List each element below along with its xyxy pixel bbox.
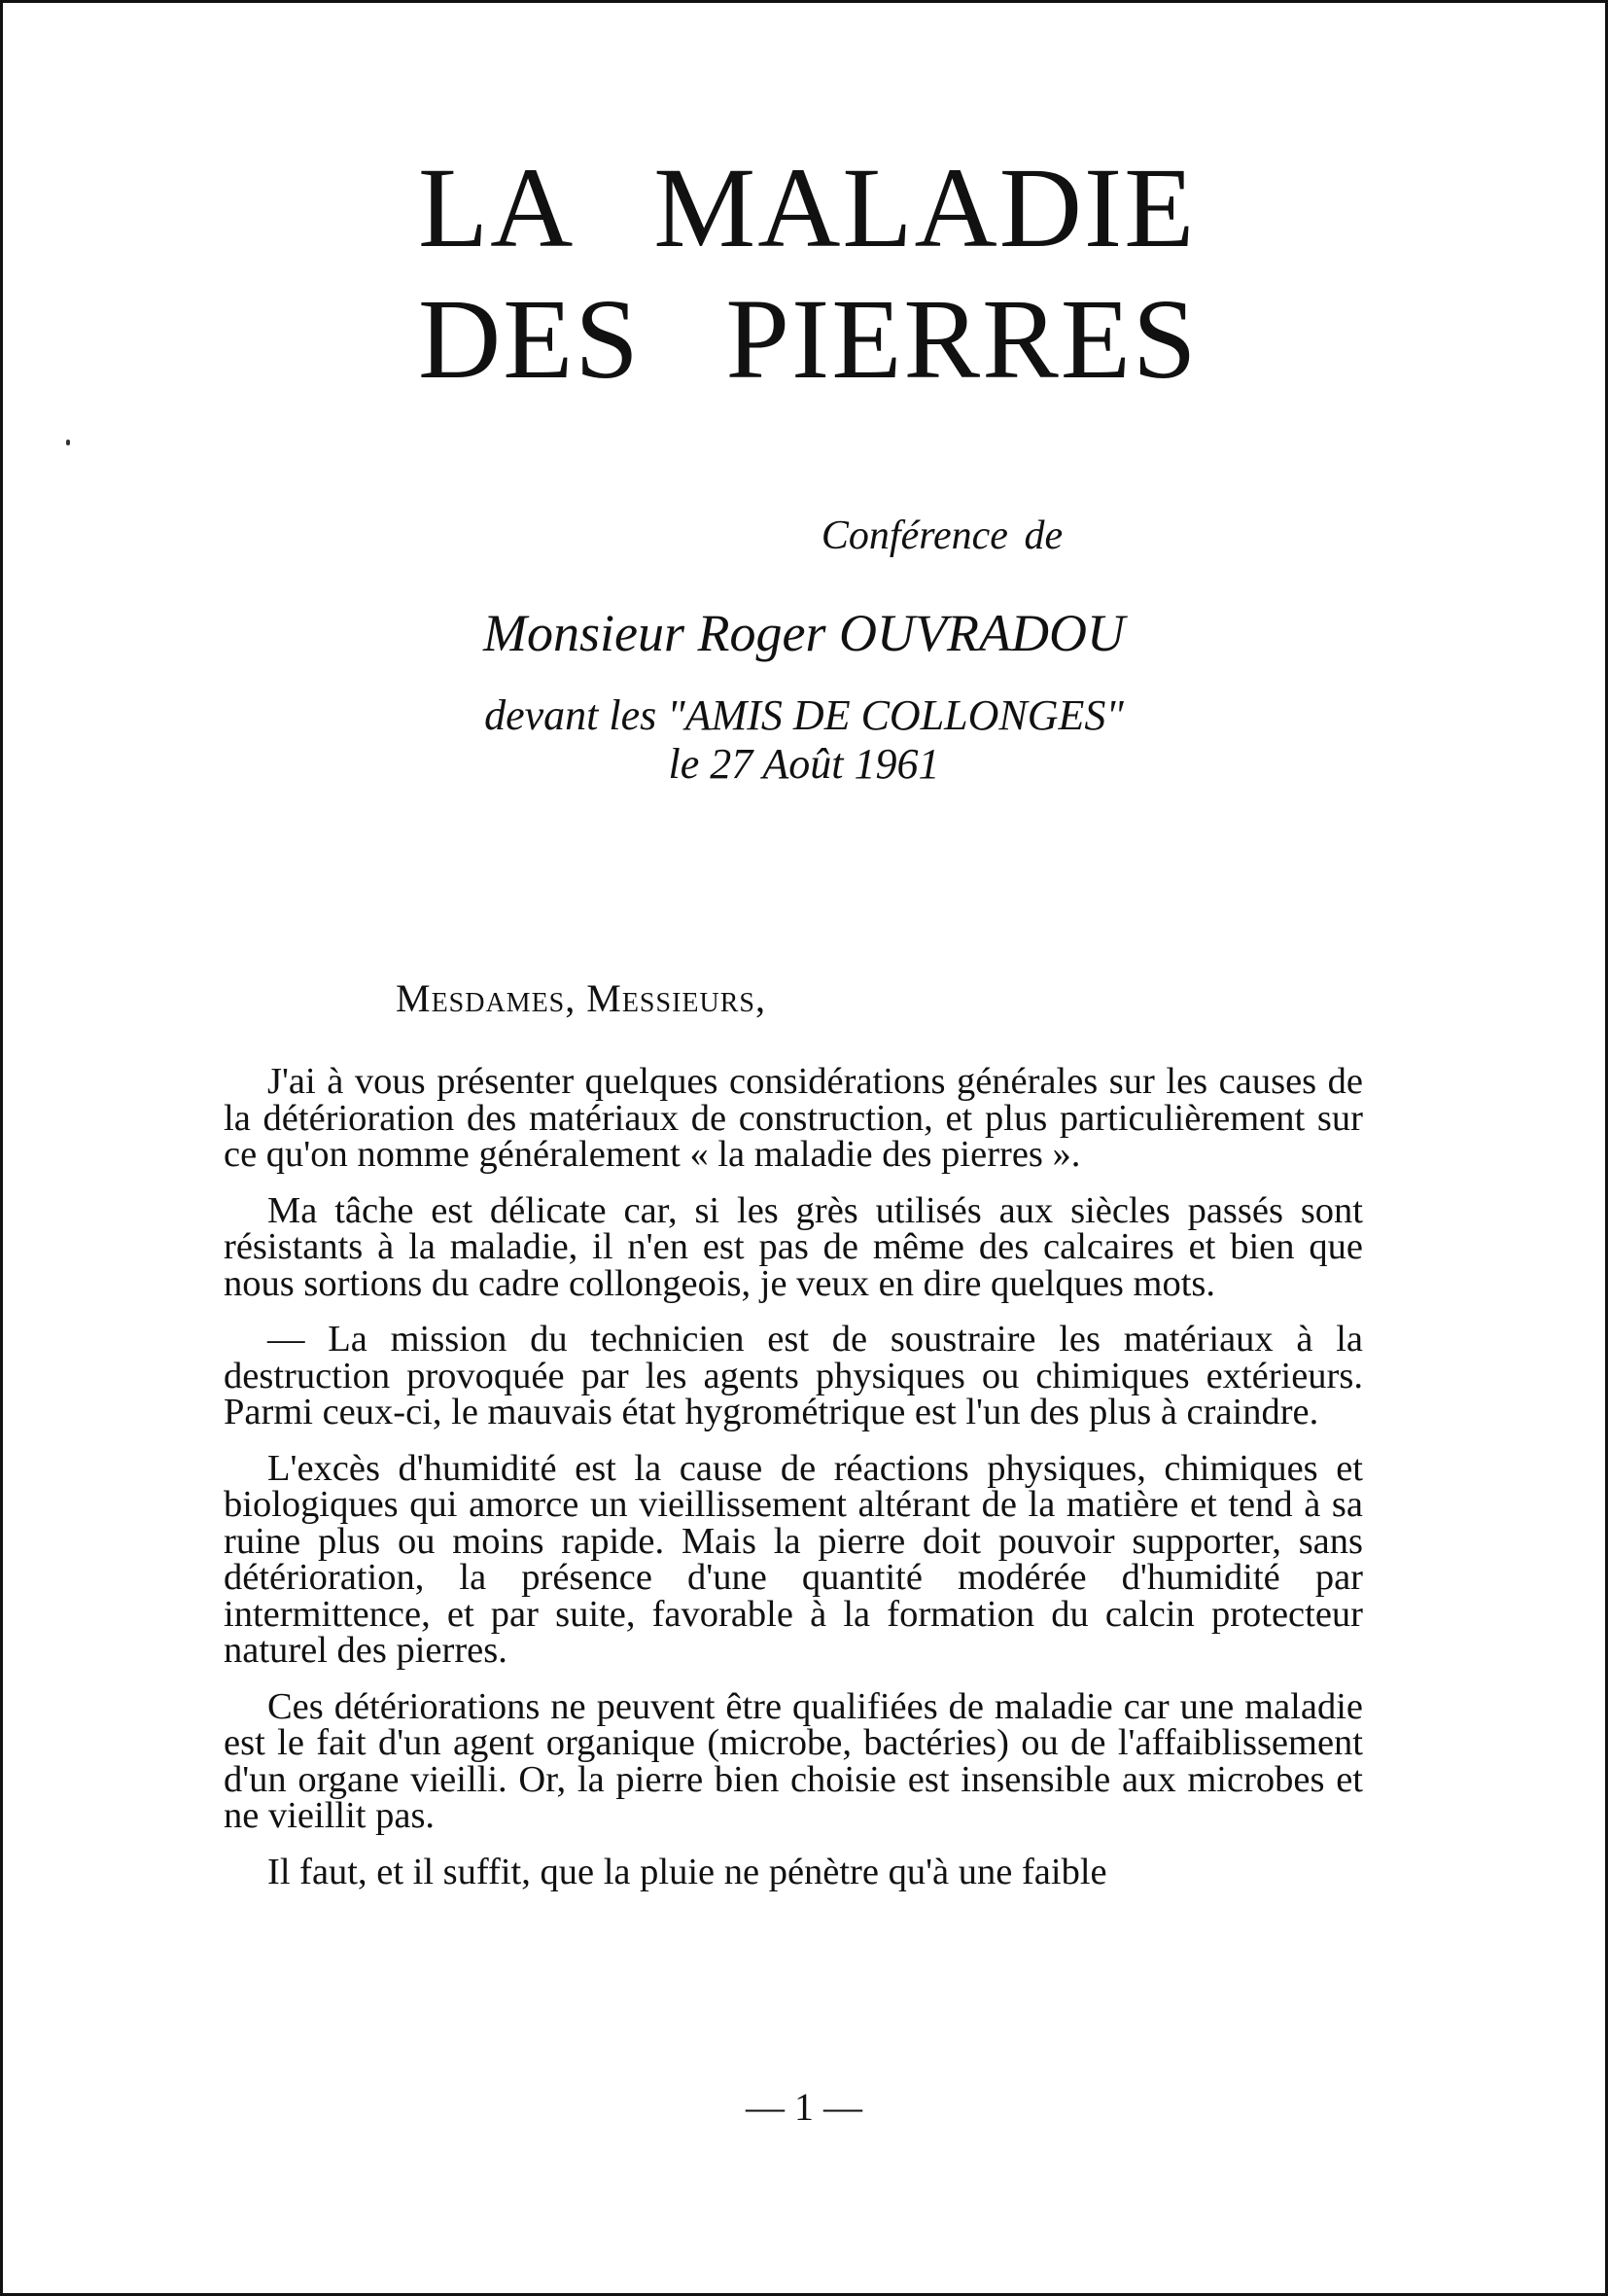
page-number: — 1 —: [746, 2085, 862, 2129]
paragraph: Ma tâche est délicate car, si les grès utilisés aux siècles passés sont résistants à la maladie, il n'en est pas de même des calcaires et bien que nous sortions du cadre collongeois, je veux en dire quelques mots.: [224, 1189, 1363, 1304]
title-line-1: LA MALADIE: [418, 144, 1197, 271]
speaker-name: Monsieur Roger OUVRADOU: [483, 604, 1125, 662]
paragraph: Ces détériorations ne peuvent être qualifiées de maladie car une maladie est le fait d'un agent organique (microbe, bactéries) ou de l'affaiblissement d'un organe vieilli. Or, la pierre bien choisie est insensible aux microbes et ne vieillit pas.: [224, 1685, 1363, 1836]
conference-label: Conférence de: [821, 513, 1064, 558]
salutation: Mesdames, Messieurs,: [396, 976, 766, 1020]
body-text: [224, 1061, 1363, 1910]
paragraph: Il faut, et il suffit, que la pluie ne pénètre qu'à une faible: [267, 1851, 1107, 1892]
scan-speck: [66, 440, 70, 445]
paragraph: J'ai à vous présenter quelques considérations générales sur les causes de la détérioration des matériaux de construction, et plus particulièrement sur ce qu'on nomme généralement « la maladie des pierres ».: [224, 1061, 1363, 1175]
audience-line: devant les "AMIS DE COLLONGES": [484, 691, 1124, 739]
date-line: le 27 Août 1961: [668, 740, 940, 788]
title-line-2: DES PIERRES: [418, 275, 1199, 403]
paragraph: — La mission du technicien est de soustraire les matériaux à la destruction provoquée par les agents physiques ou chimiques extérieurs. Parmi ceux-ci, le mauvais état hygrométrique est l'un des plus à craindre.: [224, 1319, 1363, 1432]
paragraph: L'excès d'humidité est la cause de réactions physiques, chimiques et biologiques qui amorce un vieillissement altérant de la matière et tend à sa ruine plus ou moins rapide. Mais la pierre doit pouvoir supporter, sans détérioration, la présence d'une quantité modérée d'humidité par intermittence, et par suite, favorable à la formation du calcin protecteur naturel des pierres.: [224, 1447, 1363, 1671]
